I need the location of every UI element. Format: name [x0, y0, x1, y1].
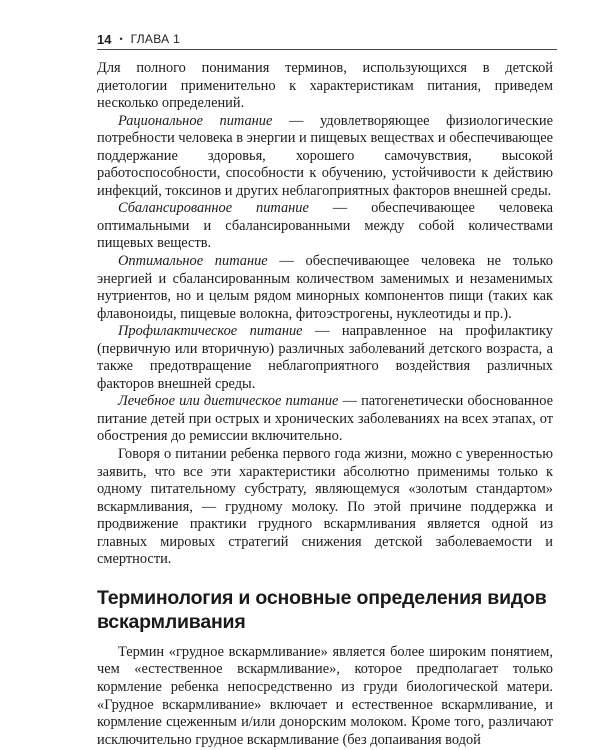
definition-paragraph	[97, 253, 553, 323]
running-header	[97, 28, 180, 50]
definition-paragraph	[97, 323, 553, 393]
chapter-label: ГЛАВА 1	[130, 32, 181, 46]
definition-paragraph	[97, 113, 553, 201]
section-heading: Терминология и основные определения видов вскармливания	[97, 586, 547, 633]
header-bullet: •	[119, 34, 123, 44]
definition-text: — направленное на профилактику (первичную или вторичную) различных заболеваний детского возраста, а также предотвращение неблагоприятного воздействия различных факторов внешней среды.	[97, 323, 553, 392]
definition-text: — обеспечивающее человека оптимальными и сбалансированными между собой количествами пищевых веществ.	[97, 200, 553, 252]
definition-text: — обеспечивающее человека не только энергией и сбалансированным количеством заменимых и незаменимых нутриентов, но и целым рядом минорных компонентов пищи (таких как флавоноиды, пищевые волокна, фитоэстрогены, нуклеотиды и пр.).	[97, 253, 553, 322]
definition-paragraph	[97, 393, 553, 446]
definition-paragraph	[97, 200, 553, 253]
definition-text: — удовлетворяющее физиологические потребности человека в энергии и пищевых веществах и обеспечивающее поддержание здоровья, хорошего самочувствия, высокой работоспособности, способности к обучению, устойчивости к действию инфекций, токсинов и других неблагоприятных факторов внешней среды.	[97, 112, 553, 199]
page-body	[97, 60, 553, 749]
definition-term: Профилактическое питание	[118, 323, 303, 340]
definition-term: Лечебное или диетическое питание	[118, 393, 339, 410]
definition-term: Рациональное питание	[118, 112, 273, 129]
section-paragraph: Термин «грудное вскармливание» является более широким понятием, чем «естественное вскармливание», которое предполагает только кормление ребенка непосредственно из груди биологической матери. «Грудное вскармливание» включает и естественное вскармливание, и кормление сцеженным и/или донорским молоком. Кроме того, различают исключительно грудное вскармливание (без допаивания водой	[97, 643, 553, 748]
header-rule	[97, 49, 557, 50]
page-number: 14	[97, 31, 112, 47]
definition-term: Оптимальное питание	[118, 253, 268, 270]
definition-text: — патогенетически обоснованное питание детей при острых и хронических заболеваниях на всех этапах, от обострения до ремиссии включительно.	[97, 393, 553, 445]
intro-paragraph: Для полного понимания терминов, использующихся в детской диетологии применительно к характеристикам питания, приведем несколько определений.	[97, 60, 553, 112]
summary-paragraph: Говоря о питании ребенка первого года жизни, можно с уверенностью заявить, что все эти характеристики абсолютно применимы только к одному питательному субстрату, являющемуся «золотым стандартом» вскармливания, — грудному молоку. По этой причине поддержка и продвижение практики грудного вскармливания является одной из главных мировых стратегий снижения детской заболеваемости и смертности.	[97, 446, 553, 568]
definition-term: Сбалансированное питание	[118, 200, 309, 217]
